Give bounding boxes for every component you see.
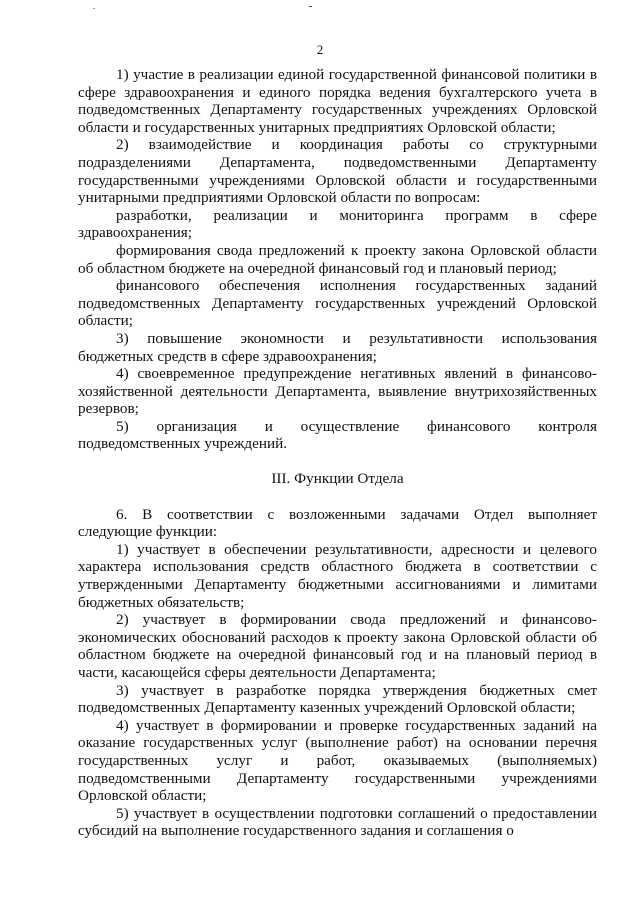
paragraph: 3) повышение экономности и результативности использования бюджетных средств в сфере здравоохранения; <box>78 329 597 365</box>
page-number: 2 <box>316 42 324 57</box>
paragraph: формирования свода предложений к проекту закона Орловской области об областном бюджете на очередной финансовый год и плановый период; <box>78 241 597 277</box>
paragraph: 4) своевременное предупреждение негативных явлений в финансово-хозяйственной деятельности Департамента, выявление внутрихозяйственных резервов; <box>78 365 597 418</box>
scan-speck <box>309 6 312 7</box>
paragraph: 2) участвует в формировании свода предложений и финансово-экономических обоснований расходов к проекту закона Орловской области об областном бюджете на очередной финансовый год и на плановый период в части, касающейся сферы деятельности Департамента; <box>78 611 597 681</box>
paragraph: 1) участие в реализации единой государственной финансовой политики в сфере здравоохранения и единого порядка ведения бухгалтерского учета в подведомственных Департаменту государственных учреждениях Орловской области и государственных унитарных предприятиях Орловской области; <box>78 66 597 136</box>
paragraph: разработки, реализации и мониторинга программ в сфере здравоохранения; <box>78 206 597 242</box>
paragraph: 4) участвует в формировании и проверке государственных заданий на оказание государственных услуг (выполнение работ) на основании перечня государственных услуг и работ, оказываемых (выполняемых) подведомственными Департаменту государственными учреждениями Орловской области; <box>78 716 597 805</box>
document-body <box>78 66 597 840</box>
scan-speck <box>93 8 95 9</box>
paragraph: 5) организация и осуществление финансового контроля подведомственных учреждений. <box>78 417 597 453</box>
paragraph: финансового обеспечения исполнения государственных заданий подведомственных Департаменту государственных учреждений Орловской области; <box>78 277 597 330</box>
paragraph: 3) участвует в разработке порядка утверждения бюджетных смет подведомственных Департаменту казенных учреждений Орловской области; <box>78 681 597 717</box>
paragraph: 1) участвует в обеспечении результативности, адресности и целевого характера использования средств областного бюджета в соответствии с утвержденными Департаменту бюджетными ассигнованиями и лимитами бюджетных обязательств; <box>78 540 597 611</box>
paragraph: 2) взаимодействие и координация работы со структурными подразделениями Департамента, подведомственными Департаменту государственными учреждениями Орловской области и государственными унитарными предприятиями Орловской области по вопросам: <box>78 136 597 207</box>
section-heading: III. Функции Отдела <box>271 470 404 488</box>
paragraph: 5) участвует в осуществлении подготовки соглашений о предоставлении субсидий на выполнение государственного задания и соглашения о <box>78 804 597 840</box>
spacer <box>78 488 597 506</box>
spacer <box>78 453 597 470</box>
paragraph: 6. В соответствии с возложенными задачами Отдел выполняет следующие функции: <box>78 505 597 541</box>
